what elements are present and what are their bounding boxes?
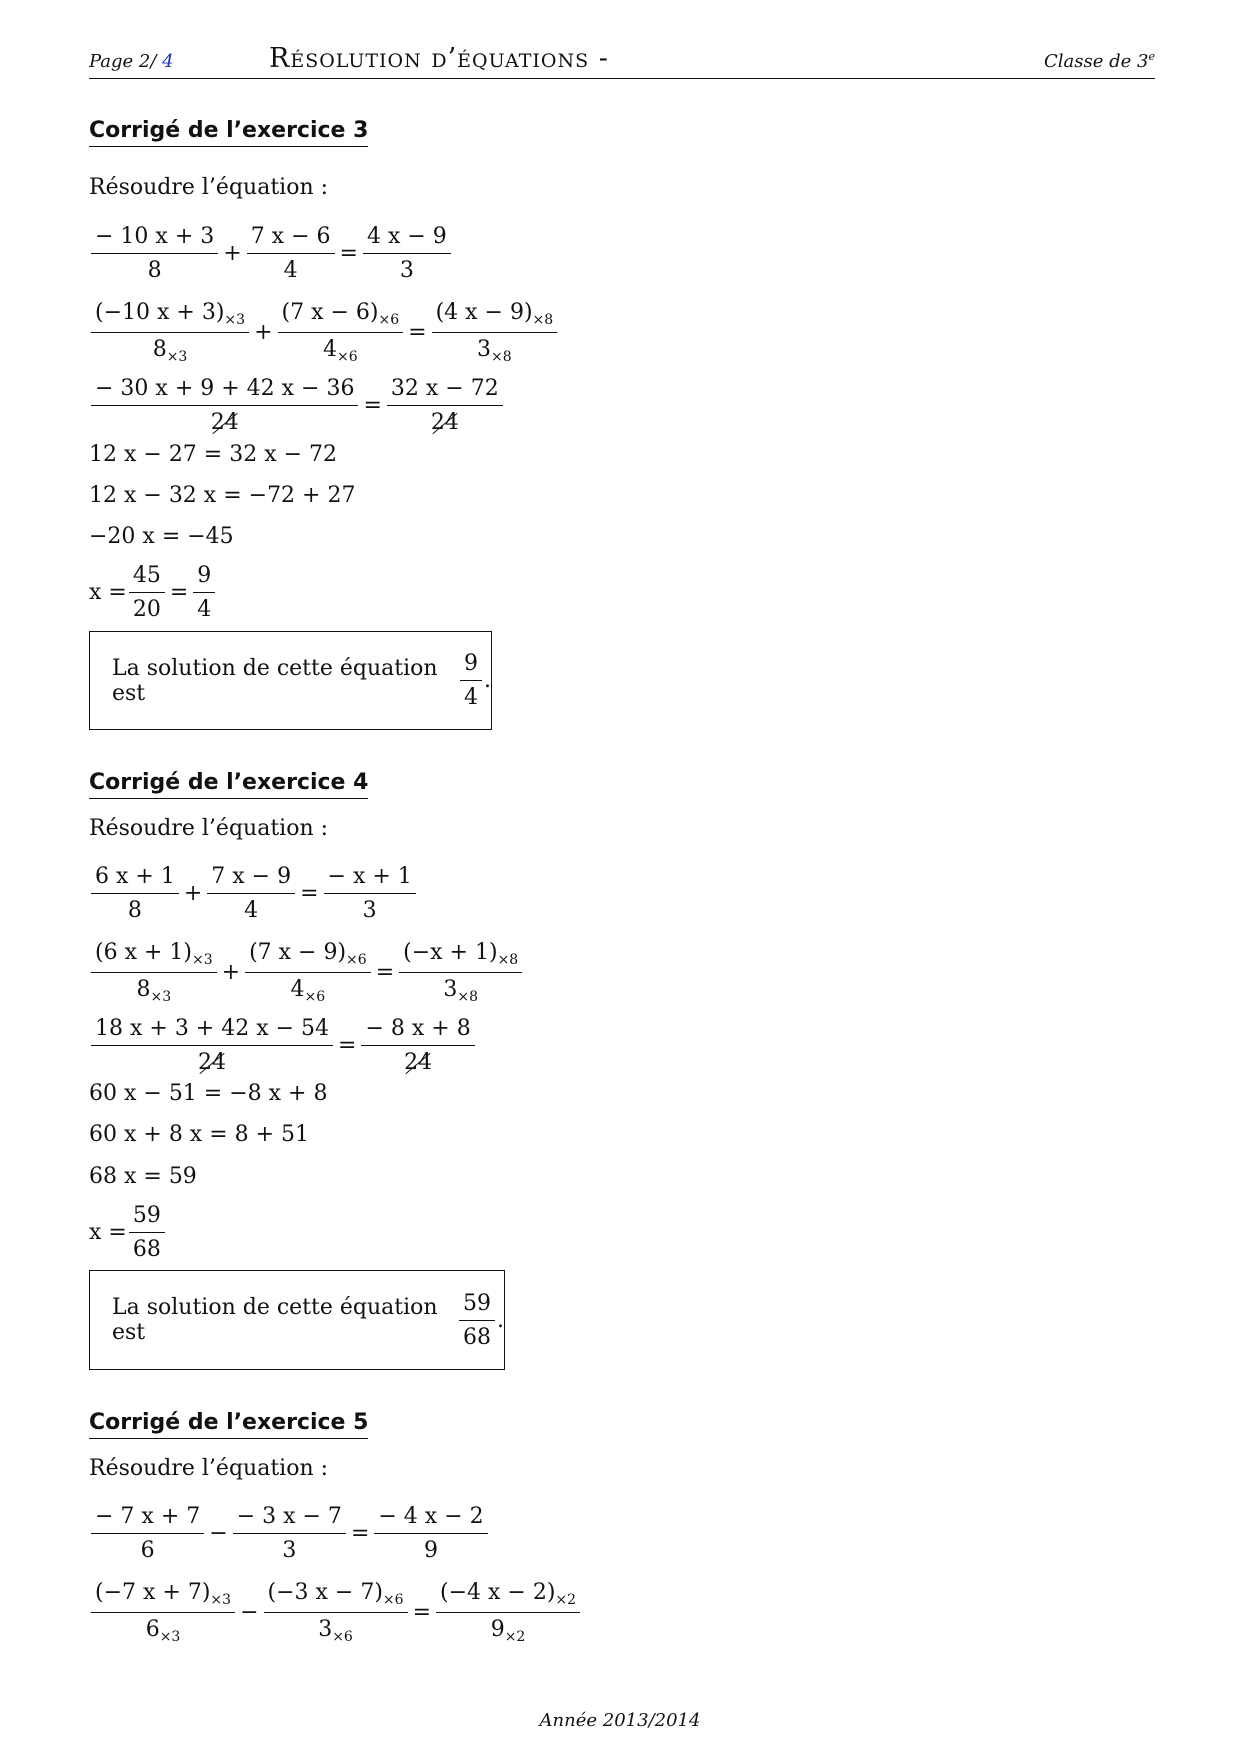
numerator: − 10 x + 3: [91, 224, 218, 254]
denominator-text: 9: [490, 1617, 505, 1642]
fraction: [361, 224, 453, 283]
fraction: [89, 224, 220, 283]
ex3-line3: [89, 376, 505, 435]
lhs: x =: [89, 1220, 127, 1245]
fraction: [127, 1203, 167, 1262]
multiplier-subscript: ×3: [150, 989, 172, 1005]
denominator: [198, 1046, 226, 1075]
period: .: [484, 668, 491, 693]
fraction: [89, 940, 219, 1005]
numerator: [91, 300, 249, 333]
denominator: 3: [282, 1538, 297, 1563]
crossed-denominator: 24: [430, 410, 459, 435]
numerator: − 30 x + 9 + 42 x − 36: [91, 376, 358, 406]
ex4-intro: Résoudre l’équation :: [89, 816, 329, 841]
denominator-text: 3: [477, 337, 492, 362]
ex4-line3: [89, 1016, 477, 1075]
denominator-text: 6: [145, 1617, 160, 1642]
crossed-denominator: 24: [404, 1050, 433, 1075]
ex4-solution-box: [89, 1270, 505, 1370]
operator: −: [209, 1521, 228, 1546]
lhs: x =: [89, 580, 127, 605]
page-total-link[interactable]: 4: [162, 51, 174, 72]
ex4-line2: [89, 940, 524, 1005]
numerator-text: (7 x − 6): [281, 300, 379, 325]
ex3-line1: [89, 224, 453, 283]
denominator-text: 3: [318, 1617, 333, 1642]
numerator: 59: [459, 1291, 495, 1321]
period: .: [497, 1307, 504, 1333]
class-label: [1044, 50, 1155, 72]
denominator: [153, 333, 188, 365]
numerator-text: (6 x + 1): [95, 940, 192, 965]
fraction: [231, 1504, 348, 1563]
multiplier-subscript: ×6: [378, 312, 400, 328]
fraction: [359, 1016, 476, 1075]
denominator: 68: [132, 1237, 161, 1262]
numerator: 32 x − 72: [387, 376, 503, 406]
numerator: − 7 x + 7: [91, 1504, 204, 1534]
denominator: [211, 406, 239, 435]
solution-fraction: [458, 651, 484, 710]
numerator: [91, 940, 217, 973]
equals-sign: =: [363, 393, 382, 418]
numerator-text: (−7 x + 7): [95, 1580, 211, 1605]
solution-text: La solution de cette équation est: [112, 1295, 438, 1345]
fraction: [245, 224, 337, 283]
numerator: 59: [129, 1203, 165, 1233]
denominator: 4: [244, 898, 259, 923]
multiplier-subscript: ×3: [224, 312, 246, 328]
numerator: − x + 1: [324, 864, 416, 894]
fraction: [89, 1016, 335, 1075]
denominator: 68: [463, 1324, 491, 1350]
page-indicator: [89, 51, 174, 72]
numerator: 7 x − 9: [207, 864, 295, 894]
numerator: 45: [129, 563, 165, 593]
denominator: [318, 1613, 353, 1645]
denominator-text: 4: [322, 337, 337, 362]
equals-sign: =: [375, 960, 395, 985]
fraction: [89, 1504, 206, 1563]
crossed-denominator: 24: [198, 1050, 227, 1075]
ex3-line7: [89, 563, 217, 622]
denominator: 8: [127, 898, 142, 923]
numerator-text: (4 x − 9): [435, 300, 533, 325]
fraction: [243, 940, 373, 1005]
multiplier-subscript: ×8: [457, 989, 478, 1005]
multiplier-subscript: ×3: [210, 1592, 232, 1608]
multiplier-subscript: ×2: [504, 1629, 526, 1645]
denominator: [291, 973, 326, 1005]
numerator-text: (7 x − 9): [249, 940, 347, 965]
numerator: [91, 1580, 235, 1613]
denominator: [477, 333, 512, 365]
ex3-line4: 12 x − 27 = 32 x − 72: [89, 442, 338, 467]
denominator: [146, 1613, 181, 1645]
denominator-text: 8: [136, 977, 151, 1002]
numerator: [264, 1580, 408, 1613]
numerator: − 8 x + 8: [361, 1016, 474, 1046]
solution-fraction: [457, 1291, 497, 1350]
numerator: 6 x + 1: [91, 864, 179, 894]
denominator: 6: [140, 1538, 155, 1563]
denominator: 9: [424, 1538, 438, 1563]
numerator-text: (−3 x − 7): [267, 1580, 383, 1605]
multiplier-subscript: ×8: [532, 312, 554, 328]
multiplier-subscript: ×8: [491, 349, 512, 365]
fraction: [191, 563, 217, 622]
numerator: [436, 1580, 580, 1613]
fraction: [89, 300, 251, 365]
fraction: [434, 1580, 582, 1645]
equals-sign: =: [300, 881, 319, 906]
fraction: [322, 864, 418, 923]
multiplier-subscript: ×2: [555, 1592, 577, 1608]
numerator: 18 x + 3 + 42 x − 54: [91, 1016, 333, 1046]
ex3-line5: 12 x − 32 x = −72 + 27: [89, 483, 356, 508]
page-prefix: Page 2/: [89, 51, 163, 72]
ex4-title: Corrigé de l’exercice 4: [89, 770, 368, 799]
denominator: [323, 333, 358, 365]
multiplier-subscript: ×8: [497, 952, 519, 968]
ex3-intro: Résoudre l’équation :: [89, 175, 329, 200]
denominator: 4: [283, 258, 298, 283]
multiplier-subscript: ×6: [346, 952, 367, 968]
ex5-line1: [89, 1504, 490, 1563]
numerator: [278, 300, 404, 333]
denominator-text: 4: [290, 977, 305, 1002]
fraction: [205, 864, 297, 923]
numerator-text: (−x + 1): [403, 940, 498, 965]
numerator: [245, 940, 371, 973]
multiplier-subscript: ×3: [166, 349, 188, 365]
ex4-line6: 68 x = 59: [89, 1164, 197, 1189]
numerator: − 3 x − 7: [233, 1504, 346, 1534]
operator: +: [254, 320, 273, 345]
denominator: [431, 406, 459, 435]
class-label-text: Classe de 3: [1044, 51, 1149, 72]
fraction: [397, 940, 524, 1005]
ex4-line5: 60 x + 8 x = 8 + 51: [89, 1122, 310, 1147]
ex4-line1: [89, 864, 418, 923]
denominator: 4: [464, 685, 478, 710]
fraction: [127, 563, 167, 622]
multiplier-subscript: ×3: [191, 952, 213, 968]
operator: +: [221, 960, 241, 985]
ex3-line2: [89, 300, 559, 365]
ex4-line7: [89, 1203, 167, 1262]
numerator: [432, 300, 558, 333]
equals-sign: =: [412, 1600, 431, 1625]
ex4-line4: 60 x − 51 = −8 x + 8: [89, 1081, 328, 1106]
numerator: 9: [193, 563, 215, 593]
denominator: [136, 973, 171, 1005]
fraction: [89, 376, 360, 435]
denominator: [443, 973, 478, 1005]
denominator-text: 3: [443, 977, 458, 1002]
denominator: 3: [362, 898, 377, 923]
page-header: [89, 40, 1155, 79]
multiplier-subscript: ×6: [336, 349, 358, 365]
class-label-sup: e: [1148, 50, 1155, 63]
numerator: 4 x − 9: [363, 224, 451, 254]
fraction: [89, 864, 181, 923]
denominator: 3: [399, 258, 414, 283]
operator: +: [183, 881, 203, 906]
denominator: 4: [197, 597, 212, 622]
multiplier-subscript: ×3: [159, 1629, 181, 1645]
fraction: [276, 300, 406, 365]
page-footer: Année 2013/2014: [539, 1710, 701, 1731]
fraction: [262, 1580, 410, 1645]
denominator: [491, 1613, 526, 1645]
equals-sign: =: [408, 320, 427, 345]
fraction: [385, 376, 505, 435]
equals-sign: =: [338, 1033, 357, 1058]
fraction: [430, 300, 560, 365]
equals-sign: =: [350, 1521, 370, 1546]
multiplier-subscript: ×6: [332, 1629, 353, 1645]
numerator-text: (−10 x + 3): [95, 300, 225, 325]
ex3-line6: −20 x = −45: [89, 524, 234, 549]
operator: +: [223, 241, 242, 266]
numerator-text: (−4 x − 2): [440, 1580, 556, 1605]
denominator-text: 8: [152, 337, 167, 362]
denominator: [404, 1046, 432, 1075]
fraction: [372, 1504, 489, 1563]
fraction: [89, 1580, 237, 1645]
ex5-line2: [89, 1580, 582, 1645]
document-title: Résolution d’équations -: [269, 43, 609, 74]
solution-text: La solution de cette équation est: [112, 655, 438, 706]
equals-sign: =: [169, 580, 189, 605]
operator: −: [240, 1600, 259, 1625]
numerator: − 4 x − 2: [374, 1504, 487, 1534]
denominator: 20: [132, 597, 161, 622]
crossed-denominator: 24: [210, 410, 239, 435]
ex5-title: Corrigé de l’exercice 5: [89, 1410, 368, 1439]
ex5-intro: Résoudre l’équation :: [89, 1456, 329, 1481]
multiplier-subscript: ×6: [304, 989, 326, 1005]
denominator: 8: [147, 258, 162, 283]
ex3-solution-box: [89, 631, 492, 730]
numerator: [399, 940, 522, 973]
numerator: 7 x − 6: [247, 224, 335, 254]
ex3-title: Corrigé de l’exercice 3: [89, 118, 368, 147]
multiplier-subscript: ×6: [382, 1592, 404, 1608]
numerator: 9: [460, 651, 482, 681]
equals-sign: =: [339, 241, 358, 266]
